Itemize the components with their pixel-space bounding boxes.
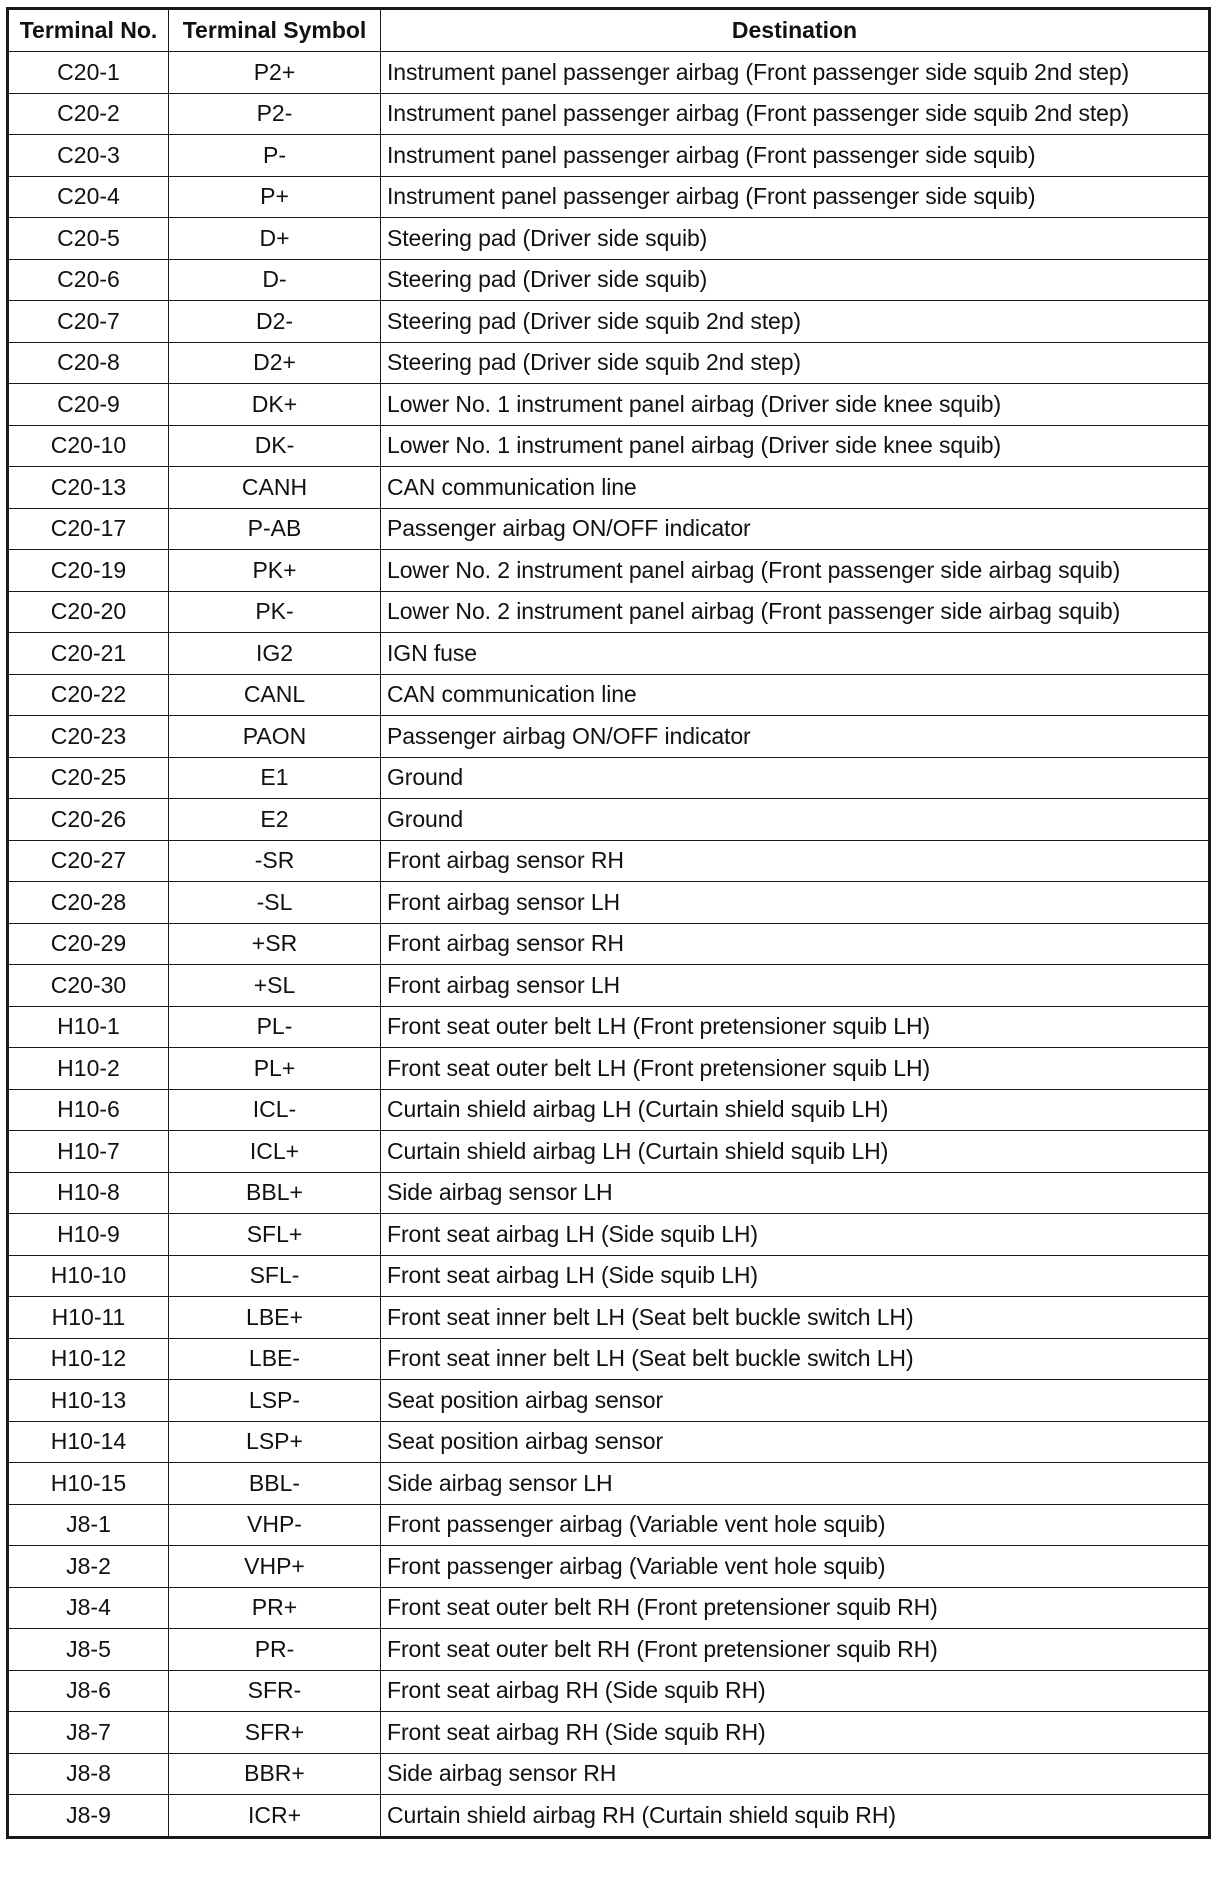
destination-cell: Lower No. 2 instrument panel airbag (Front passenger side airbag squib) — [381, 591, 1210, 633]
destination-cell: Front airbag sensor RH — [381, 923, 1210, 965]
destination-cell: Front passenger airbag (Variable vent hole squib) — [381, 1504, 1210, 1546]
table-row — [8, 342, 1210, 384]
destination-cell: Front seat airbag RH (Side squib RH) — [381, 1670, 1210, 1712]
destination-cell: Seat position airbag sensor — [381, 1421, 1210, 1463]
destination-cell: Front seat outer belt LH (Front pretensioner squib LH) — [381, 1048, 1210, 1090]
terminal-symbol-cell: VHP- — [169, 1504, 381, 1546]
table-row — [8, 965, 1210, 1007]
destination-cell: Front airbag sensor LH — [381, 965, 1210, 1007]
destination-cell: Front seat airbag RH (Side squib RH) — [381, 1712, 1210, 1754]
terminal-symbol-cell: SFR+ — [169, 1712, 381, 1754]
terminal-no-cell: H10-7 — [8, 1131, 169, 1173]
destination-cell: Front seat outer belt RH (Front pretensioner squib RH) — [381, 1629, 1210, 1671]
terminal-symbol-cell: P- — [169, 135, 381, 177]
terminal-symbol-cell: LBE+ — [169, 1297, 381, 1339]
terminal-symbol-cell: IG2 — [169, 633, 381, 675]
terminal-no-cell: C20-3 — [8, 135, 169, 177]
terminal-symbol-cell: D2+ — [169, 342, 381, 384]
terminal-symbol-cell: -SL — [169, 882, 381, 924]
destination-cell: Lower No. 1 instrument panel airbag (Driver side knee squib) — [381, 425, 1210, 467]
terminal-symbol-cell: BBL+ — [169, 1172, 381, 1214]
terminal-no-cell: C20-2 — [8, 93, 169, 135]
terminal-no-cell: H10-14 — [8, 1421, 169, 1463]
terminal-symbol-cell: D- — [169, 259, 381, 301]
destination-cell: Front seat outer belt RH (Front pretensioner squib RH) — [381, 1587, 1210, 1629]
terminal-symbol-cell: ICR+ — [169, 1795, 381, 1838]
terminal-symbol-cell: +SR — [169, 923, 381, 965]
terminal-no-cell: H10-13 — [8, 1380, 169, 1422]
destination-cell: Passenger airbag ON/OFF indicator — [381, 716, 1210, 758]
table-row — [8, 1795, 1210, 1838]
table-row — [8, 135, 1210, 177]
table-row — [8, 1421, 1210, 1463]
table-row — [8, 301, 1210, 343]
header-terminal-no: Terminal No. — [8, 9, 169, 52]
destination-cell: Front airbag sensor RH — [381, 840, 1210, 882]
table-row — [8, 1380, 1210, 1422]
table-row — [8, 674, 1210, 716]
terminal-symbol-cell: E2 — [169, 799, 381, 841]
table-row — [8, 1255, 1210, 1297]
table-row — [8, 1546, 1210, 1588]
header-row — [8, 9, 1210, 52]
table-row — [8, 1297, 1210, 1339]
terminal-no-cell: C20-17 — [8, 508, 169, 550]
terminal-no-cell: C20-6 — [8, 259, 169, 301]
terminal-no-cell: C20-13 — [8, 467, 169, 509]
terminal-symbol-cell: E1 — [169, 757, 381, 799]
terminal-symbol-cell: BBL- — [169, 1463, 381, 1505]
header-destination: Destination — [381, 9, 1210, 52]
terminal-symbol-cell: LBE- — [169, 1338, 381, 1380]
terminal-no-cell: C20-1 — [8, 52, 169, 94]
terminal-symbol-cell: ICL- — [169, 1089, 381, 1131]
terminal-no-cell: H10-10 — [8, 1255, 169, 1297]
destination-cell: Steering pad (Driver side squib 2nd step) — [381, 342, 1210, 384]
destination-cell: Curtain shield airbag RH (Curtain shield squib RH) — [381, 1795, 1210, 1838]
terminal-no-cell: J8-7 — [8, 1712, 169, 1754]
terminal-no-cell: C20-30 — [8, 965, 169, 1007]
destination-cell: Lower No. 2 instrument panel airbag (Front passenger side airbag squib) — [381, 550, 1210, 592]
terminal-symbol-cell: PK- — [169, 591, 381, 633]
terminal-no-cell: J8-6 — [8, 1670, 169, 1712]
table-row — [8, 1338, 1210, 1380]
terminal-no-cell: C20-20 — [8, 591, 169, 633]
table-row — [8, 1089, 1210, 1131]
terminal-symbol-cell: P2+ — [169, 52, 381, 94]
destination-cell: Instrument panel passenger airbag (Front passenger side squib) — [381, 135, 1210, 177]
table-row — [8, 1131, 1210, 1173]
terminal-no-cell: H10-1 — [8, 1006, 169, 1048]
terminal-no-cell: J8-5 — [8, 1629, 169, 1671]
terminal-symbol-cell: BBR+ — [169, 1753, 381, 1795]
terminal-no-cell: C20-19 — [8, 550, 169, 592]
destination-cell: Ground — [381, 757, 1210, 799]
destination-cell: Side airbag sensor LH — [381, 1172, 1210, 1214]
terminal-symbol-cell: PL+ — [169, 1048, 381, 1090]
terminal-no-cell: H10-9 — [8, 1214, 169, 1256]
table-row — [8, 218, 1210, 260]
destination-cell: Curtain shield airbag LH (Curtain shield squib LH) — [381, 1089, 1210, 1131]
terminal-no-cell: J8-8 — [8, 1753, 169, 1795]
terminal-symbol-cell: CANH — [169, 467, 381, 509]
destination-cell: Front seat outer belt LH (Front pretensioner squib LH) — [381, 1006, 1210, 1048]
terminal-symbol-cell: PAON — [169, 716, 381, 758]
table-row — [8, 1753, 1210, 1795]
terminal-symbol-cell: PR- — [169, 1629, 381, 1671]
table-row — [8, 425, 1210, 467]
destination-cell: Steering pad (Driver side squib) — [381, 259, 1210, 301]
table-row — [8, 1214, 1210, 1256]
terminal-symbol-cell: P-AB — [169, 508, 381, 550]
table-row — [8, 467, 1210, 509]
terminal-symbol-cell: P+ — [169, 176, 381, 218]
destination-cell: Side airbag sensor RH — [381, 1753, 1210, 1795]
terminal-no-cell: C20-28 — [8, 882, 169, 924]
destination-cell: Steering pad (Driver side squib) — [381, 218, 1210, 260]
table-row — [8, 923, 1210, 965]
destination-cell: Seat position airbag sensor — [381, 1380, 1210, 1422]
terminal-no-cell: J8-1 — [8, 1504, 169, 1546]
table-row — [8, 259, 1210, 301]
terminal-symbol-cell: -SR — [169, 840, 381, 882]
destination-cell: IGN fuse — [381, 633, 1210, 675]
table-row — [8, 1006, 1210, 1048]
terminal-symbol-cell: LSP+ — [169, 1421, 381, 1463]
terminal-no-cell: C20-29 — [8, 923, 169, 965]
destination-cell: CAN communication line — [381, 674, 1210, 716]
table-row — [8, 1712, 1210, 1754]
terminal-no-cell: C20-10 — [8, 425, 169, 467]
table-row — [8, 840, 1210, 882]
table-row — [8, 716, 1210, 758]
terminal-no-cell: C20-4 — [8, 176, 169, 218]
terminal-no-cell: J8-9 — [8, 1795, 169, 1838]
table-row — [8, 799, 1210, 841]
terminal-symbol-cell: CANL — [169, 674, 381, 716]
table-header — [8, 9, 1210, 52]
terminal-symbol-cell: ICL+ — [169, 1131, 381, 1173]
terminal-symbol-cell: DK+ — [169, 384, 381, 426]
terminal-no-cell: C20-26 — [8, 799, 169, 841]
terminal-symbol-cell: VHP+ — [169, 1546, 381, 1588]
terminal-no-cell: C20-22 — [8, 674, 169, 716]
destination-cell: Curtain shield airbag LH (Curtain shield squib LH) — [381, 1131, 1210, 1173]
terminal-symbol-cell: D2- — [169, 301, 381, 343]
table-row — [8, 384, 1210, 426]
terminal-no-cell: H10-12 — [8, 1338, 169, 1380]
table-row — [8, 591, 1210, 633]
terminal-symbol-cell: PR+ — [169, 1587, 381, 1629]
destination-cell: Passenger airbag ON/OFF indicator — [381, 508, 1210, 550]
terminal-no-cell: H10-8 — [8, 1172, 169, 1214]
table-row — [8, 52, 1210, 94]
table-row — [8, 633, 1210, 675]
destination-cell: Front seat airbag LH (Side squib LH) — [381, 1214, 1210, 1256]
table-row — [8, 1048, 1210, 1090]
terminal-no-cell: H10-11 — [8, 1297, 169, 1339]
table-row — [8, 1172, 1210, 1214]
terminal-symbol-cell: LSP- — [169, 1380, 381, 1422]
header-terminal-symbol: Terminal Symbol — [169, 9, 381, 52]
terminal-symbol-cell: D+ — [169, 218, 381, 260]
terminal-symbol-cell: SFL- — [169, 1255, 381, 1297]
terminal-no-cell: C20-8 — [8, 342, 169, 384]
destination-cell: Front seat inner belt LH (Seat belt buckle switch LH) — [381, 1297, 1210, 1339]
table-row — [8, 93, 1210, 135]
table-body — [8, 52, 1210, 1838]
terminal-symbol-cell: PK+ — [169, 550, 381, 592]
table-row — [8, 508, 1210, 550]
destination-cell: Front seat airbag LH (Side squib LH) — [381, 1255, 1210, 1297]
table-row — [8, 176, 1210, 218]
table-row — [8, 1463, 1210, 1505]
terminal-no-cell: H10-6 — [8, 1089, 169, 1131]
destination-cell: Front airbag sensor LH — [381, 882, 1210, 924]
destination-cell: Instrument panel passenger airbag (Front passenger side squib 2nd step) — [381, 93, 1210, 135]
terminal-no-cell: H10-2 — [8, 1048, 169, 1090]
destination-cell: Instrument panel passenger airbag (Front passenger side squib 2nd step) — [381, 52, 1210, 94]
terminal-symbol-cell: P2- — [169, 93, 381, 135]
terminal-no-cell: C20-27 — [8, 840, 169, 882]
terminal-symbol-cell: SFR- — [169, 1670, 381, 1712]
terminal-table — [6, 7, 1211, 1839]
destination-cell: Ground — [381, 799, 1210, 841]
terminal-symbol-cell: DK- — [169, 425, 381, 467]
table-row — [8, 1504, 1210, 1546]
table-row — [8, 550, 1210, 592]
destination-cell: Side airbag sensor LH — [381, 1463, 1210, 1505]
destination-cell: CAN communication line — [381, 467, 1210, 509]
destination-cell: Instrument panel passenger airbag (Front passenger side squib) — [381, 176, 1210, 218]
table-row — [8, 1670, 1210, 1712]
terminal-no-cell: C20-21 — [8, 633, 169, 675]
terminal-no-cell: C20-23 — [8, 716, 169, 758]
table-row — [8, 882, 1210, 924]
destination-cell: Lower No. 1 instrument panel airbag (Driver side knee squib) — [381, 384, 1210, 426]
destination-cell: Steering pad (Driver side squib 2nd step) — [381, 301, 1210, 343]
terminal-symbol-cell: SFL+ — [169, 1214, 381, 1256]
terminal-no-cell: C20-25 — [8, 757, 169, 799]
destination-cell: Front passenger airbag (Variable vent hole squib) — [381, 1546, 1210, 1588]
terminal-no-cell: H10-15 — [8, 1463, 169, 1505]
table-row — [8, 1587, 1210, 1629]
terminal-no-cell: C20-5 — [8, 218, 169, 260]
terminal-no-cell: C20-9 — [8, 384, 169, 426]
destination-cell: Front seat inner belt LH (Seat belt buckle switch LH) — [381, 1338, 1210, 1380]
terminal-no-cell: C20-7 — [8, 301, 169, 343]
terminal-symbol-cell: PL- — [169, 1006, 381, 1048]
terminal-no-cell: J8-4 — [8, 1587, 169, 1629]
terminal-no-cell: J8-2 — [8, 1546, 169, 1588]
table-row — [8, 1629, 1210, 1671]
table-row — [8, 757, 1210, 799]
terminal-symbol-cell: +SL — [169, 965, 381, 1007]
